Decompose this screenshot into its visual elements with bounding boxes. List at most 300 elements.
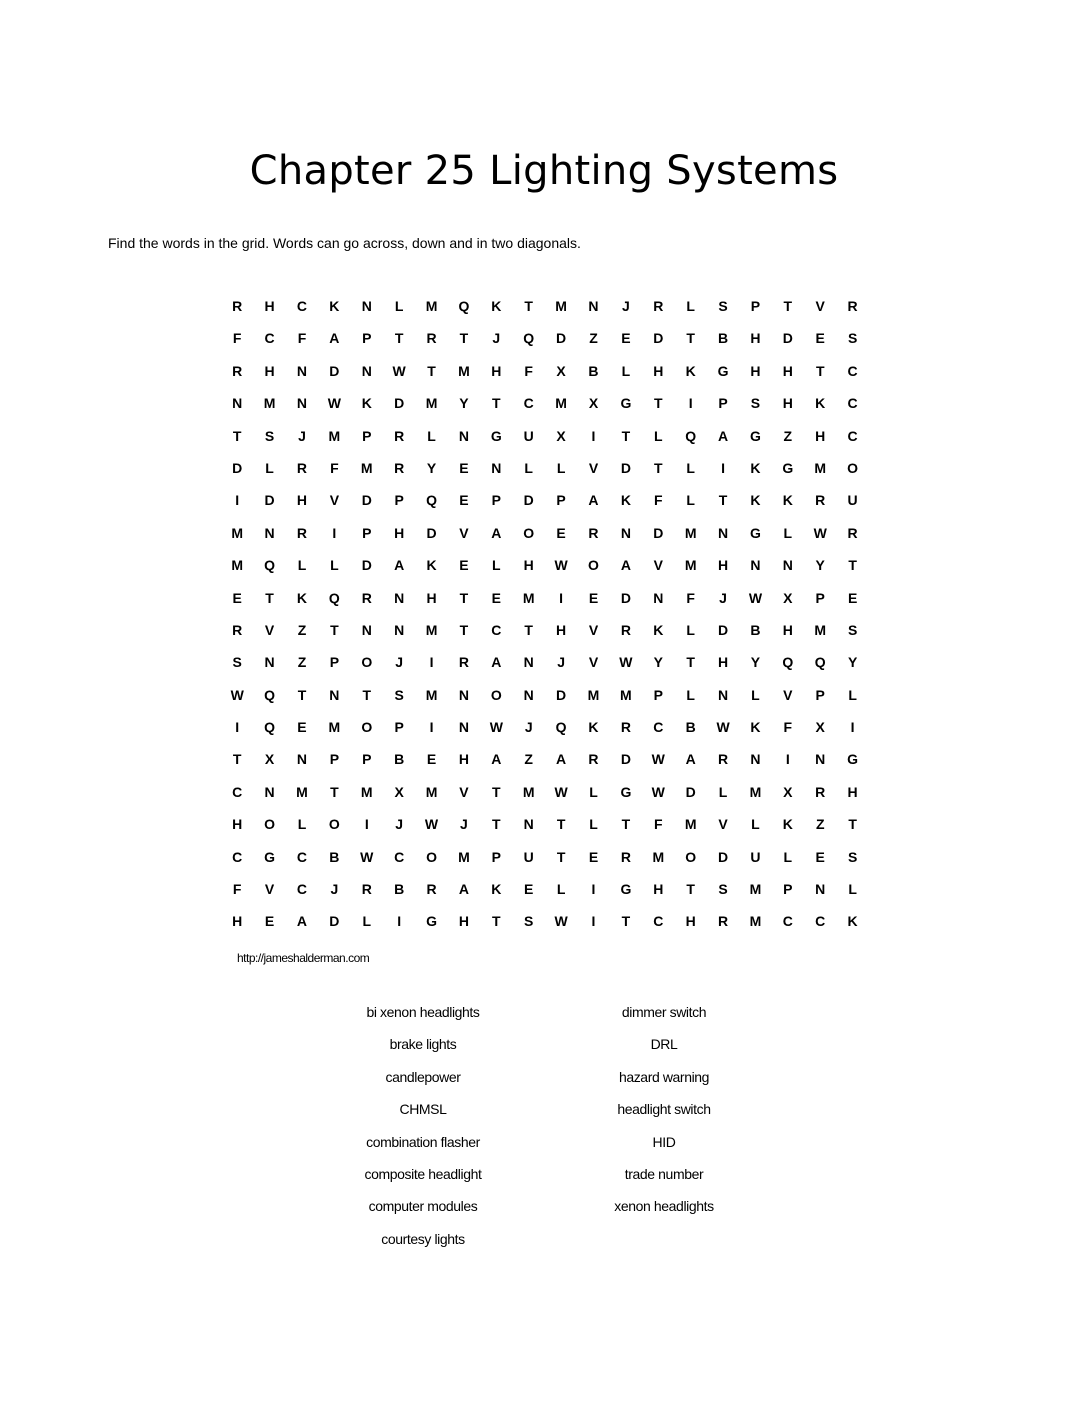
grid-letter: L: [297, 816, 307, 833]
grid-letter: E: [264, 913, 275, 930]
grid-letter: D: [782, 330, 793, 347]
grid-letter: C: [815, 913, 826, 930]
word-list-item: CHMSL: [399, 1101, 447, 1118]
grid-letter: L: [686, 621, 695, 638]
grid-letter: S: [232, 654, 242, 671]
grid-letter: D: [620, 459, 631, 476]
grid-letter: O: [426, 848, 437, 865]
grid-letter: L: [589, 816, 598, 833]
grid-letter: W: [748, 589, 763, 606]
grid-letter: H: [458, 913, 469, 930]
grid-letter: W: [424, 816, 439, 833]
grid-letter: L: [848, 881, 857, 898]
grid-letter: R: [847, 524, 858, 541]
grid-letter: R: [232, 298, 243, 314]
grid-letter: O: [490, 686, 502, 703]
grid-letter: Q: [523, 330, 535, 347]
grid-letter: M: [522, 589, 535, 606]
grid-letter: T: [232, 427, 242, 444]
grid-letter: T: [524, 298, 533, 314]
grid-letter: L: [492, 557, 501, 574]
grid-letter: L: [265, 459, 274, 476]
grid-letter: V: [783, 686, 793, 703]
grid-letter: N: [458, 427, 469, 444]
grid-letter: D: [685, 783, 696, 800]
grid-letter: M: [684, 524, 697, 541]
grid-letter: M: [458, 362, 470, 379]
grid-letter: E: [459, 557, 469, 574]
grid-letter: T: [686, 330, 695, 347]
grid-letter: N: [523, 816, 534, 833]
grid-letter: K: [815, 395, 826, 412]
word-list-item: composite headlight: [364, 1165, 482, 1182]
grid-letter: R: [296, 524, 308, 541]
grid-letter: H: [296, 492, 308, 509]
grid-letter: Q: [458, 298, 470, 314]
grid-letter: K: [750, 492, 761, 509]
grid-letter: X: [556, 427, 566, 444]
grid-row: [221, 877, 869, 909]
grid-row: [221, 456, 869, 488]
grid-letter: E: [459, 459, 469, 476]
grid-letter: V: [653, 557, 663, 574]
grid-letter: N: [329, 686, 340, 703]
grid-letter: I: [688, 395, 693, 412]
grid-letter: T: [265, 589, 274, 606]
grid-letter: F: [297, 330, 307, 347]
grid-letter: M: [749, 913, 762, 930]
grid-letter: U: [523, 427, 534, 444]
grid-letter: W: [230, 686, 244, 703]
word-list-item: combination flasher: [366, 1133, 480, 1150]
source-link[interactable]: http://jameshalderman.com: [237, 951, 370, 965]
grid-letter: C: [782, 913, 793, 930]
grid-letter: N: [815, 751, 826, 768]
grid-letter: H: [717, 654, 729, 671]
grid-letter: H: [232, 816, 243, 833]
grid-letter: M: [814, 459, 827, 476]
grid-letter: I: [397, 913, 402, 930]
grid-letter: E: [588, 589, 599, 606]
grid-letter: Q: [264, 557, 276, 574]
word-list-item: hazard warning: [618, 1068, 710, 1085]
grid-letter: E: [815, 848, 825, 865]
grid-letter: T: [556, 816, 566, 833]
word-list-item: dimmer switch: [621, 1004, 707, 1020]
grid-letter: T: [394, 330, 404, 347]
word-list-item: HID: [652, 1133, 676, 1150]
word-list-right-column: [534, 1002, 794, 1229]
grid-letter: H: [232, 913, 243, 930]
grid-letter: M: [425, 783, 438, 800]
grid-letter: R: [717, 751, 729, 768]
grid-letter: R: [815, 783, 826, 800]
grid-letter: A: [717, 427, 729, 444]
grid-letter: W: [651, 751, 665, 768]
grid-letter: D: [620, 589, 631, 606]
grid-letter: C: [847, 362, 858, 379]
grid-letter: S: [750, 395, 761, 412]
grid-letter: C: [264, 330, 275, 347]
grid-letter: K: [491, 881, 502, 898]
word-list-item: candlepower: [385, 1068, 461, 1085]
grid-letter: G: [426, 913, 437, 930]
grid-letter: V: [588, 654, 599, 671]
grid-letter: H: [750, 362, 761, 379]
grid-letter: N: [653, 589, 664, 606]
grid-row: [221, 650, 869, 682]
grid-letter: C: [394, 848, 405, 865]
word-list-item: courtesy lights: [381, 1230, 465, 1247]
grid-letter: A: [491, 654, 502, 671]
grid-letter: R: [620, 621, 631, 638]
grid-letter: T: [427, 362, 436, 379]
grid-letter: M: [749, 783, 762, 800]
grid-letter: N: [296, 362, 308, 379]
grid-letter: E: [556, 524, 566, 541]
grid-letter: A: [620, 557, 631, 574]
grid-letter: P: [653, 686, 663, 703]
grid-letter: Y: [426, 459, 437, 476]
grid-letter: H: [685, 913, 696, 930]
grid-letter: D: [361, 492, 372, 509]
grid-letter: F: [232, 881, 242, 898]
grid-letter: O: [523, 524, 535, 541]
grid-letter: S: [847, 330, 858, 347]
grid-letter: R: [232, 621, 243, 638]
grid-letter: A: [458, 881, 469, 898]
grid-letter: P: [362, 427, 372, 444]
grid-letter: D: [394, 395, 405, 412]
grid-letter: D: [556, 330, 567, 347]
grid-letter: C: [232, 783, 243, 800]
grid-letter: N: [458, 719, 469, 736]
grid-letter: E: [847, 589, 858, 606]
grid-letter: E: [524, 881, 534, 898]
grid-letter: W: [554, 783, 568, 800]
grid-letter: C: [296, 881, 308, 898]
grid-letter: T: [492, 816, 501, 833]
grid-letter: N: [296, 395, 308, 412]
grid-letter: L: [362, 913, 372, 930]
grid-letter: T: [848, 557, 857, 574]
grid-letter: T: [297, 686, 307, 703]
grid-letter: V: [588, 621, 599, 638]
grid-letter: N: [264, 654, 275, 671]
grid-letter: E: [491, 589, 501, 606]
grid-letter: Q: [426, 492, 437, 509]
grid-letter: S: [847, 848, 858, 865]
grid-letter: T: [330, 621, 339, 638]
grid-row: [221, 391, 869, 423]
grid-letter: P: [783, 881, 793, 898]
grid-letter: T: [848, 816, 857, 833]
grid-letter: L: [686, 686, 695, 703]
grid-letter: X: [264, 751, 275, 768]
grid-letter: I: [591, 913, 596, 930]
grid-letter: D: [232, 459, 243, 476]
grid-letter: Q: [555, 719, 567, 736]
grid-letter: F: [686, 589, 695, 606]
grid-letter: G: [620, 881, 632, 898]
grid-letter: W: [554, 557, 568, 574]
grid-letter: H: [815, 427, 826, 444]
grid-letter: D: [653, 330, 664, 347]
grid-letter: P: [491, 848, 501, 865]
grid-letter: G: [717, 362, 729, 379]
grid-letter: P: [329, 751, 340, 768]
grid-letter: W: [813, 524, 827, 541]
grid-letter: B: [685, 719, 696, 736]
grid-letter: T: [459, 330, 469, 347]
grid-letter: U: [750, 848, 761, 865]
grid-letter: N: [717, 686, 729, 703]
grid-letter: C: [653, 719, 664, 736]
grid-letter: B: [588, 362, 599, 379]
grid-letter: T: [621, 427, 631, 444]
word-list-item: brake lights: [389, 1036, 457, 1053]
grid-letter: P: [815, 686, 825, 703]
grid-letter: Z: [589, 330, 598, 347]
grid-letter: K: [491, 298, 502, 314]
grid-letter: M: [231, 557, 244, 574]
grid-letter: U: [847, 492, 858, 509]
grid-letter: L: [556, 459, 566, 476]
grid-letter: M: [749, 881, 762, 898]
grid-letter: N: [264, 524, 275, 541]
grid-letter: M: [620, 686, 632, 703]
grid-letter: P: [718, 395, 728, 412]
grid-letter: R: [717, 913, 729, 930]
grid-row: [221, 845, 869, 877]
grid-letter: J: [719, 589, 727, 606]
grid-letter: L: [330, 557, 339, 574]
grid-letter: C: [653, 913, 664, 930]
grid-letter: P: [815, 589, 825, 606]
grid-letter: C: [296, 848, 308, 865]
grid-letter: U: [523, 848, 534, 865]
grid-letter: L: [686, 492, 695, 509]
grid-letter: Q: [264, 686, 276, 703]
grid-row: [221, 683, 869, 715]
grid-letter: N: [361, 298, 372, 314]
grid-letter: H: [653, 362, 664, 379]
grid-letter: R: [394, 459, 405, 476]
grid-letter: L: [524, 459, 533, 476]
grid-letter: H: [491, 362, 502, 379]
grid-letter: T: [492, 395, 501, 412]
grid-letter: X: [556, 362, 566, 379]
grid-letter: L: [686, 459, 695, 476]
grid-letter: T: [492, 783, 501, 800]
grid-letter: J: [492, 330, 501, 347]
grid-letter: Z: [297, 654, 307, 671]
grid-letter: R: [588, 751, 599, 768]
grid-letter: G: [264, 848, 276, 865]
grid-letter: N: [491, 459, 502, 476]
grid-letter: H: [523, 557, 534, 574]
grid-letter: I: [559, 589, 564, 606]
page-title: Chapter 25 Lighting Systems: [249, 148, 839, 194]
grid-letter: D: [264, 492, 275, 509]
grid-letter: N: [588, 298, 599, 314]
grid-letter: P: [329, 654, 340, 671]
grid-letter: T: [621, 816, 631, 833]
grid-letter: K: [847, 913, 858, 930]
grid-row: [221, 553, 869, 585]
grid-letter: R: [620, 848, 631, 865]
grid-letter: R: [361, 881, 372, 898]
grid-letter: I: [429, 654, 434, 671]
word-search-grid: [221, 294, 869, 942]
grid-letter: X: [588, 395, 599, 412]
grid-letter: V: [459, 783, 469, 800]
grid-letter: G: [490, 427, 502, 444]
grid-letter: M: [684, 557, 697, 574]
grid-row: [221, 618, 869, 650]
grid-letter: Z: [297, 621, 307, 638]
grid-letter: M: [360, 459, 373, 476]
grid-letter: D: [426, 524, 437, 541]
grid-letter: C: [847, 427, 858, 444]
grid-letter: L: [621, 362, 631, 379]
grid-letter: S: [264, 427, 275, 444]
word-list-left-column: [293, 1002, 553, 1261]
grid-letter: E: [232, 589, 242, 606]
grid-letter: T: [459, 621, 469, 638]
grid-letter: N: [750, 751, 761, 768]
grid-letter: P: [394, 719, 404, 736]
grid-letter: Y: [459, 395, 469, 412]
grid-letter: I: [364, 816, 369, 833]
grid-letter: N: [523, 654, 534, 671]
grid-letter: I: [721, 459, 725, 476]
grid-letter: M: [555, 298, 567, 314]
grid-letter: L: [394, 298, 404, 314]
grid-letter: M: [425, 621, 438, 638]
grid-letter: O: [685, 848, 697, 865]
grid-letter: G: [620, 783, 632, 800]
grid-letter: V: [459, 524, 469, 541]
grid-letter: G: [750, 524, 761, 541]
grid-letter: M: [587, 686, 600, 703]
grid-letter: S: [847, 621, 858, 638]
grid-letter: H: [750, 330, 761, 347]
grid-letter: N: [523, 686, 534, 703]
grid-letter: W: [360, 848, 374, 865]
grid-letter: E: [297, 719, 307, 736]
grid-letter: Y: [653, 654, 663, 671]
grid-letter: N: [717, 524, 729, 541]
grid-letter: F: [783, 719, 793, 736]
grid-letter: D: [329, 362, 340, 379]
grid-letter: H: [426, 589, 437, 606]
grid-letter: F: [653, 816, 663, 833]
grid-letter: K: [653, 621, 664, 638]
grid-letter: M: [263, 395, 276, 412]
grid-letter: A: [329, 330, 340, 347]
grid-letter: V: [264, 881, 275, 898]
grid-letter: M: [328, 719, 341, 736]
word-list-item: DRL: [650, 1036, 678, 1053]
grid-letter: I: [850, 719, 855, 736]
grid-letter: D: [523, 492, 534, 509]
grid-row: [221, 747, 869, 779]
grid-letter: W: [651, 783, 665, 800]
grid-letter: N: [815, 881, 826, 898]
grid-letter: N: [361, 621, 372, 638]
grid-letter: N: [458, 686, 469, 703]
grid-letter: F: [330, 459, 339, 476]
grid-letter: N: [264, 783, 275, 800]
grid-letter: W: [489, 719, 503, 736]
grid-letter: Z: [524, 751, 533, 768]
grid-letter: J: [621, 298, 630, 314]
grid-letter: T: [492, 913, 501, 930]
grid-letter: C: [491, 621, 502, 638]
grid-letter: J: [395, 654, 404, 671]
grid-letter: M: [425, 298, 438, 314]
grid-letter: L: [653, 427, 663, 444]
grid-letter: S: [394, 686, 404, 703]
grid-letter: W: [716, 719, 730, 736]
grid-letter: D: [653, 524, 664, 541]
grid-letter: T: [621, 913, 631, 930]
grid-letter: V: [718, 816, 728, 833]
grid-letter: H: [653, 881, 664, 898]
grid-letter: M: [684, 816, 697, 833]
grid-letter: N: [750, 557, 761, 574]
grid-letter: R: [815, 492, 826, 509]
word-list-item: headlight switch: [617, 1101, 711, 1118]
grid-letter: L: [297, 557, 307, 574]
grid-letter: R: [620, 719, 631, 736]
grid-letter: P: [362, 330, 372, 347]
grid-letter: T: [815, 362, 825, 379]
grid-letter: N: [232, 395, 243, 412]
grid-letter: B: [750, 621, 761, 638]
grid-letter: Y: [847, 654, 858, 671]
grid-letter: K: [782, 492, 793, 509]
grid-letter: L: [589, 783, 598, 800]
grid-letter: S: [718, 881, 728, 898]
grid-letter: M: [425, 395, 438, 412]
grid-letter: R: [847, 298, 858, 314]
grid-letter: K: [588, 719, 599, 736]
grid-letter: J: [460, 816, 468, 833]
grid-letter: H: [264, 298, 275, 314]
grid-letter: E: [426, 751, 437, 768]
grid-letter: A: [556, 751, 567, 768]
grid-letter: C: [847, 395, 858, 412]
grid-letter: R: [588, 524, 599, 541]
grid-letter: L: [783, 524, 793, 541]
grid-letter: V: [588, 459, 599, 476]
grid-letter: M: [328, 427, 341, 444]
grid-row: [221, 780, 869, 812]
grid-letter: J: [298, 427, 306, 444]
grid-row: [221, 909, 869, 941]
grid-letter: M: [522, 783, 535, 800]
grid-letter: M: [458, 848, 470, 865]
grid-letter: L: [686, 298, 695, 314]
grid-letter: E: [815, 330, 825, 347]
grid-letter: C: [523, 395, 534, 412]
grid-letter: M: [360, 783, 373, 800]
grid-letter: O: [361, 654, 373, 671]
grid-letter: T: [556, 848, 566, 865]
grid-letter: E: [588, 848, 599, 865]
